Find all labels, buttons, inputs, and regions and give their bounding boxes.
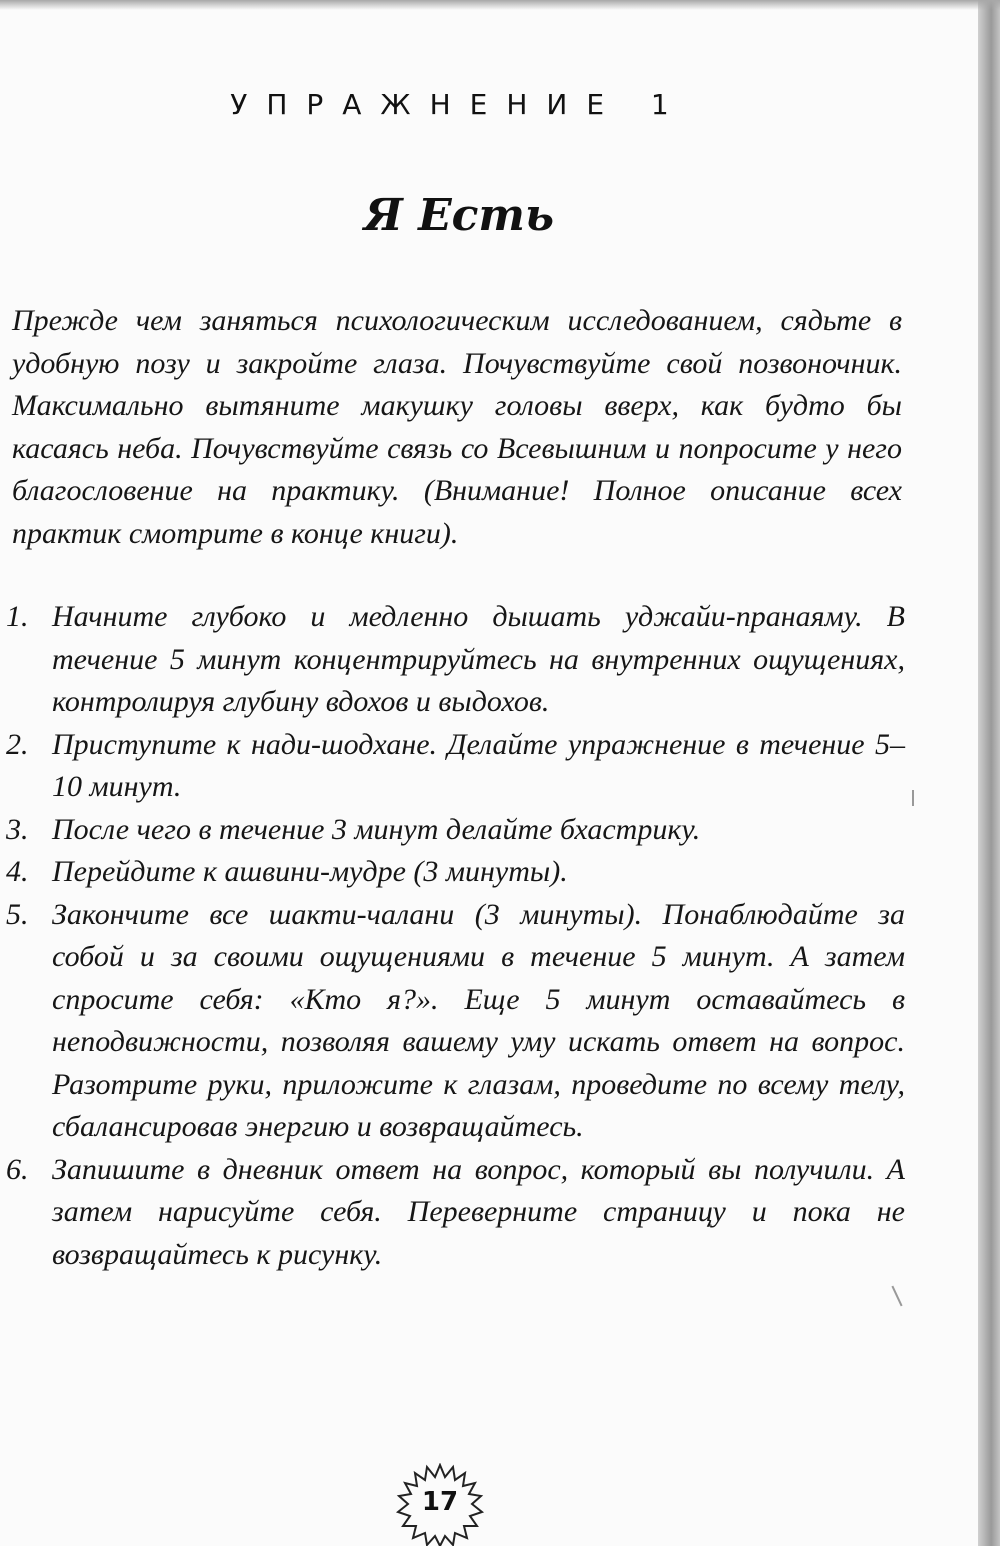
step-number: 3. <box>6 812 29 846</box>
list-item <box>0 724 905 809</box>
list-item <box>0 851 905 894</box>
step-number: 4. <box>6 855 29 888</box>
list-item <box>0 894 905 1149</box>
scan-speck <box>891 1286 902 1307</box>
scan-top-shadow <box>0 0 1000 10</box>
scan-speck <box>912 790 914 806</box>
page-number-badge <box>395 1463 485 1546</box>
step-text: После чего в течение 3 минут делайте бхастрику. <box>52 812 701 846</box>
step-number: 6. <box>6 1152 29 1186</box>
intro-paragraph: Прежде чем заняться психологическим исследованием, сядьте в удобную позу и закройте глаза. Почувствуйте свой позвоночник. Максимально вытяните макушку головы вверх, как будто бы касаясь неба. Почувствуйте связь со Всевышним и попросите у него благословение на практику. (Внимание! Полное описание всех практик смотрите в конце книги). <box>12 304 902 550</box>
list-item <box>0 1149 905 1277</box>
steps-list <box>0 596 905 1276</box>
page-title: Я Есть <box>363 190 555 241</box>
exercise-label: УПРАЖНЕНИЕ 1 <box>230 88 688 121</box>
step-text: Начните глубоко и медленно дышать уджайи-пранаяму. В течение 5 минут концентрируйтесь на внутренних ощущениях, контролируя глубину вдохов и выдохов. <box>52 600 905 718</box>
page-number: 17 <box>421 1487 459 1517</box>
list-item <box>0 809 905 852</box>
step-number: 5. <box>6 897 29 931</box>
step-number: 1. <box>6 600 29 633</box>
step-text: Перейдите к ашвини-мудре (3 минуты). <box>52 855 568 888</box>
step-text: Закончите все шакти-чалани (3 минуты). Понаблюдайте за собой и за своими ощущениями в течение 5 минут. А затем спросите себя: «Кто я?». Еще 5 минут оставайтесь в неподвижности, позволяя вашему уму искать ответ на вопрос. Разотрите руки, приложите к глазам, проведите по всему телу, сбалансировав энергию и возвращайтесь. <box>52 897 905 1143</box>
step-text: Приступите к нади-шодхане. Делайте упражнение в течение 5–10 минут. <box>52 727 905 803</box>
scan-edge <box>978 0 1000 1546</box>
step-number: 2. <box>6 727 29 761</box>
step-text: Запишите в дневник ответ на вопрос, который вы получили. А затем нарисуйте себя. Переверните страницу и пока не возвращайтесь к рисунку. <box>52 1152 905 1271</box>
list-item <box>0 596 905 724</box>
